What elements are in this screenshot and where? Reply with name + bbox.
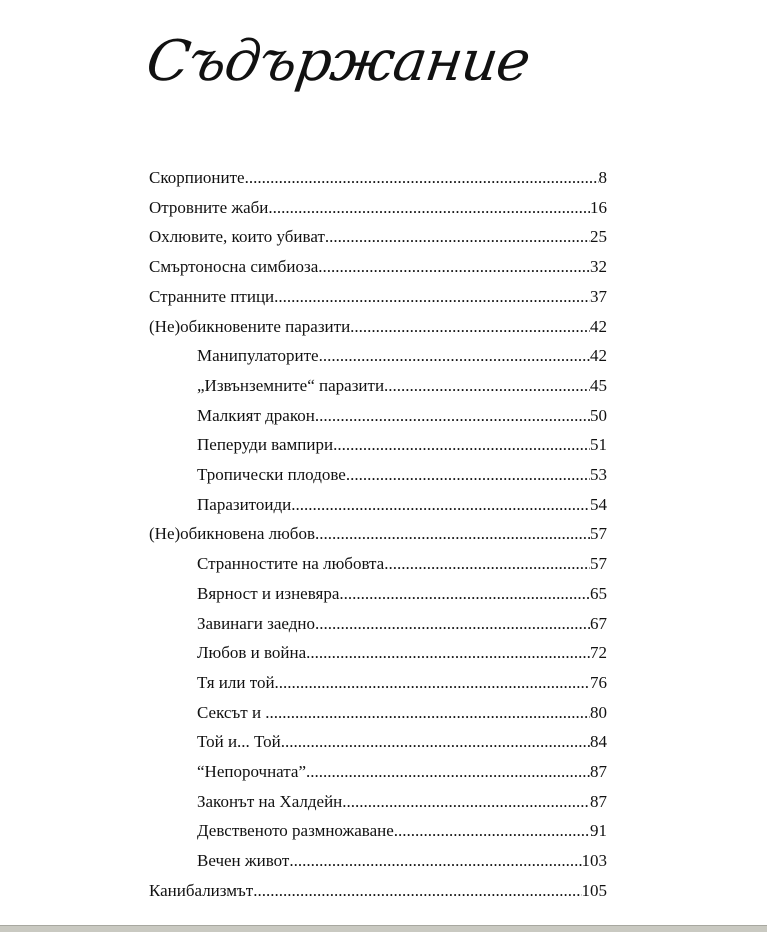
toc-entry-page-number: 8 — [598, 168, 607, 187]
toc-entry — [149, 257, 607, 287]
toc-entry-label: Паразитоиди — [197, 494, 292, 514]
toc-entry-label: Малкият дракон — [197, 405, 315, 425]
toc-dot-leader — [315, 524, 590, 544]
toc-dot-leader — [333, 435, 590, 455]
toc-dot-leader — [339, 584, 590, 604]
toc-entry-page-number: 80 — [590, 702, 607, 722]
toc-entry — [197, 584, 607, 614]
toc-entry — [197, 435, 607, 465]
toc-entry — [197, 376, 607, 406]
toc-entry — [197, 495, 607, 525]
toc-dot-leader — [315, 406, 590, 426]
toc-entry — [149, 524, 607, 554]
toc-entry — [197, 732, 607, 762]
toc-dot-leader — [274, 287, 590, 307]
toc-entry — [149, 317, 607, 347]
toc-entry — [197, 465, 607, 495]
toc-entry-label: Тропически плодове — [197, 465, 346, 484]
toc-entry-page-number: 57 — [590, 554, 607, 574]
toc-entry — [197, 643, 607, 673]
toc-entry — [197, 821, 607, 851]
toc-entry-page-number: 87 — [590, 762, 607, 781]
toc-entry-label: Канибализмът — [149, 880, 254, 900]
toc-entry-page-number: 45 — [590, 375, 607, 395]
toc-entry-page-number: 37 — [590, 286, 607, 306]
toc-entry — [149, 168, 607, 198]
toc-entry-page-number: 103 — [581, 851, 607, 871]
toc-entry-page-number: 54 — [590, 494, 607, 514]
toc-entry-label: Завинаги заедно — [197, 613, 315, 633]
page-title: Съдържание — [142, 29, 534, 94]
toc-entry-page-number: 87 — [590, 791, 607, 811]
toc-dot-leader — [346, 465, 590, 485]
toc-entry-page-number: 76 — [590, 672, 607, 692]
toc-entry-label: Тя или той — [197, 672, 275, 692]
toc-entry — [149, 198, 607, 228]
toc-dot-leader — [384, 376, 590, 396]
toc-entry-page-number: 42 — [590, 316, 607, 336]
toc-entry-page-number: 84 — [590, 732, 607, 752]
toc-entry-label: Пеперуди вампири — [197, 435, 334, 455]
toc-entry-page-number: 16 — [590, 197, 607, 217]
toc-entry-page-number: 42 — [590, 346, 607, 366]
toc-entry-label: (Не)обикновените паразити — [149, 316, 351, 336]
toc-entry-label: Вярност и изневяра — [197, 583, 340, 603]
toc-entry — [197, 346, 607, 376]
toc-entry-label: Манипулаторите — [197, 346, 319, 366]
toc-dot-leader — [306, 643, 590, 663]
toc-entry-label: Той и... Той — [197, 732, 281, 752]
toc-entry-page-number: 65 — [590, 583, 607, 603]
toc-dot-leader — [318, 257, 590, 277]
toc-dot-leader — [275, 673, 590, 693]
toc-entry — [149, 881, 607, 911]
toc-entry-page-number: 91 — [590, 821, 607, 841]
toc-dot-leader — [384, 554, 590, 574]
toc-dot-leader — [319, 346, 590, 366]
toc-entry-label: Вечен живот — [197, 851, 290, 871]
toc-entry-label: Девственото размножаване — [197, 821, 394, 841]
toc-dot-leader — [325, 227, 590, 247]
toc-entry-label: Странните птици — [149, 286, 275, 306]
toc-dot-leader — [350, 317, 590, 337]
toc-dot-leader — [342, 792, 590, 812]
toc-entry — [197, 762, 607, 792]
toc-entry-page-number: 57 — [590, 524, 607, 544]
toc-entry — [197, 703, 607, 733]
toc-entry-label: “Непорочната” — [197, 762, 307, 781]
toc-entry-label: „Извънземните“ паразити — [197, 375, 385, 395]
toc-entry — [197, 792, 607, 822]
toc-entry-label: Смъртоносна симбиоза — [149, 257, 319, 277]
toc-entry-page-number: 50 — [590, 405, 607, 425]
toc-entry — [149, 227, 607, 257]
toc-entry-page-number: 72 — [590, 643, 607, 663]
toc-entry — [149, 287, 607, 317]
toc-dot-leader — [268, 198, 590, 218]
toc-entry — [197, 406, 607, 436]
toc-dot-leader — [289, 851, 581, 871]
toc-entry-page-number: 51 — [590, 435, 607, 455]
toc-entry-label: (Не)обикновена любов — [149, 524, 315, 544]
page-bottom-edge — [0, 925, 767, 932]
toc-dot-leader — [306, 762, 590, 782]
toc-entry-label: Странностите на любовта — [197, 554, 385, 574]
toc-entry-label: Отровните жаби — [149, 197, 269, 217]
toc-dot-leader — [281, 732, 590, 752]
toc-dot-leader — [394, 821, 590, 841]
toc-entry-label: Охлювите, които убиват — [149, 227, 325, 247]
toc-entry-label: Сексът и ... — [197, 702, 279, 722]
toc-entry-label: Скорпионите — [149, 168, 245, 187]
toc-entry — [197, 673, 607, 703]
toc-entry-page-number: 67 — [590, 613, 607, 633]
toc-dot-leader — [291, 495, 590, 515]
toc-dot-leader — [245, 168, 599, 188]
toc-entry-label: Любов и война — [197, 643, 307, 663]
toc-dot-leader — [315, 614, 590, 634]
toc-entry — [197, 614, 607, 644]
toc-entry-label: Законът на Халдейн — [197, 791, 343, 811]
toc-dot-leader — [278, 703, 590, 723]
toc-entry-page-number: 25 — [590, 227, 607, 247]
toc-entry-page-number: 53 — [590, 465, 607, 484]
toc-dot-leader — [253, 881, 581, 901]
toc-entry — [197, 554, 607, 584]
toc-entry — [197, 851, 607, 881]
toc-entry-page-number: 105 — [581, 880, 607, 900]
toc-entry-page-number: 32 — [590, 257, 607, 277]
